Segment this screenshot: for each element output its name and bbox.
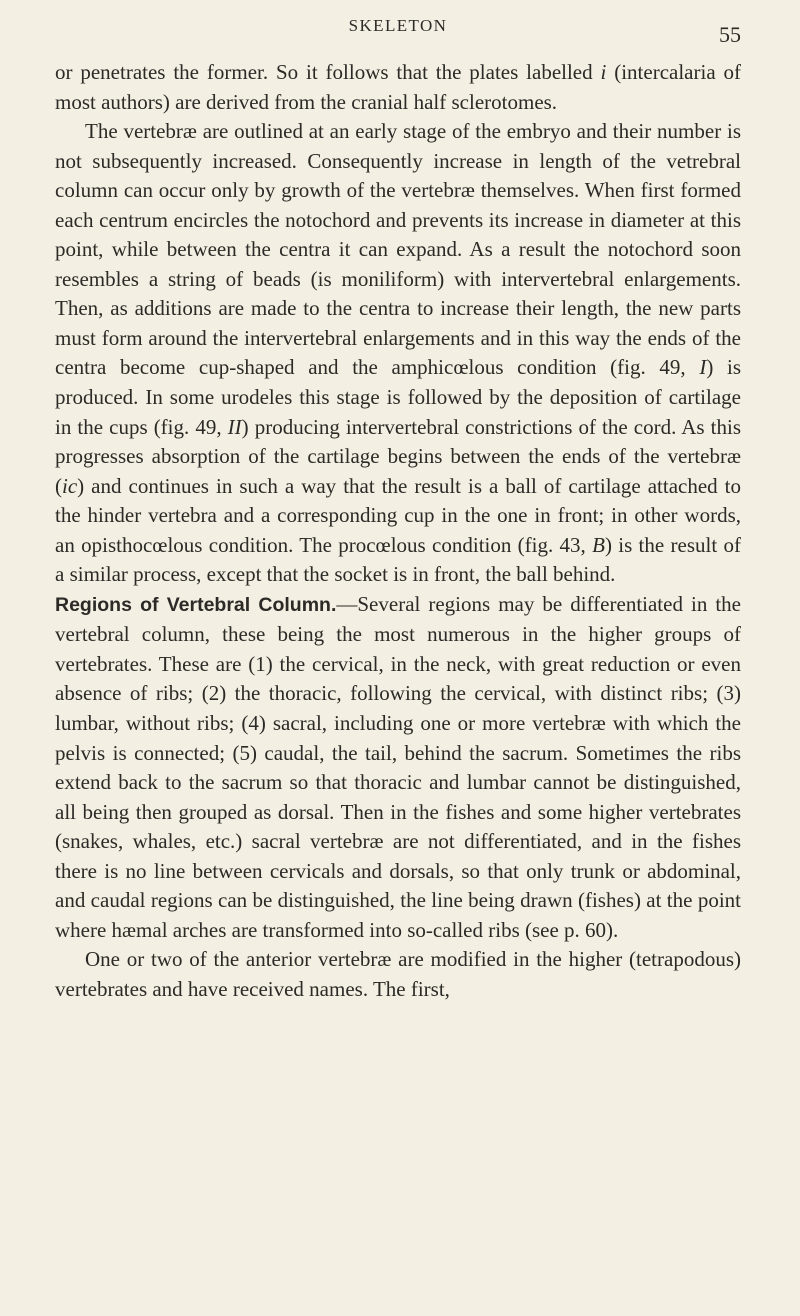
italic-figure-ref: B bbox=[592, 532, 605, 557]
paragraph-regions bbox=[55, 590, 741, 946]
body-text bbox=[55, 58, 741, 1005]
paragraph-anterior-vertebrae bbox=[55, 945, 741, 1004]
paragraph-continuation bbox=[55, 58, 741, 117]
italic-label: i bbox=[600, 60, 607, 84]
text-run: ) is produced. In some urodeles this stage is followed by the deposition of cartilage in the cups (fig. 49, bbox=[55, 355, 741, 439]
running-header bbox=[55, 12, 741, 52]
text-run: One or two of the anterior vertebræ are modified in the higher (tetrapodous) vertebrates and have received names. The first, bbox=[55, 947, 741, 1001]
text-run: The vertebræ are outlined at an early stage of the embryo and their number is not subsequently increased. Consequently increase in length of the vetrebral column can occur only by growth of the vertebræ themselves. When first formed each centrum encircles the notochord and prevents its increase in diameter at this point, while between the centra it can expand. As a result the notochord soon resembles a string of beads (is moniliform) with intervertebral enlargements. Then, as additions are made to the centra to increase their length, the new parts must form around the intervertebral enlargements and in this way the ends of the centra become cup-shaped and the amphicœlous condition (fig. 49, bbox=[55, 119, 741, 380]
italic-figure-ref: I bbox=[699, 355, 707, 380]
text-run: —Several regions may be differentiated in the vertebral column, these being the most numerous in the higher groups of vertebrates. These are (1) the cervical, in the neck, with great reduction or even absence of ribs; (2) the thoracic, following the cervical, with distinct ribs; (3) lumbar, without ribs; (4) sacral, including one or more vertebræ with which the pelvis is connected; (5) caudal, the tail, behind the sacrum. Sometimes the ribs extend back to the sacrum so that thoracic and lumbar cannot be distinguished, all being then grouped as dorsal. Then in the fishes and some higher vertebrates (snakes, whales, etc.) sacral vertebræ are not differentiated, and in the fishes there is no line between cervicals and dorsals, so that only trunk or abdominal, and caudal regions can be distinguished, the line being drawn (fishes) at the point where hæmal arches are transformed into so-called ribs (see p. 60). bbox=[55, 591, 741, 942]
italic-figure-ref: II bbox=[227, 414, 242, 439]
paragraph-vertebrae-development bbox=[55, 117, 741, 590]
running-title: SKELETON bbox=[348, 16, 448, 35]
page-number: 55 bbox=[719, 22, 741, 47]
section-heading: Regions of Vertebral Column. bbox=[55, 593, 337, 616]
text-run: ) is the result of a similar process, except that the socket is in front, the ball behind. bbox=[55, 532, 741, 587]
text-run: ) producing intervertebral constrictions of the cord. As this progresses absorption of the cartilage begins between the ends of the vertebræ ( bbox=[55, 414, 741, 498]
text-run: or penetrates the former. So it follows that the plates labelled bbox=[55, 60, 601, 84]
text-run: (intercalaria of most authors) are derived from the cranial half sclerotomes. bbox=[55, 60, 741, 114]
text-run: ) and continues in such a way that the result is a ball of cartilage attached to the hinder vertebra and a corresponding cup in the one in front; in other words, an opisthocœlous condition. The procœlous condition (fig. 43, bbox=[55, 473, 741, 557]
italic-figure-ref: ic bbox=[62, 473, 78, 498]
